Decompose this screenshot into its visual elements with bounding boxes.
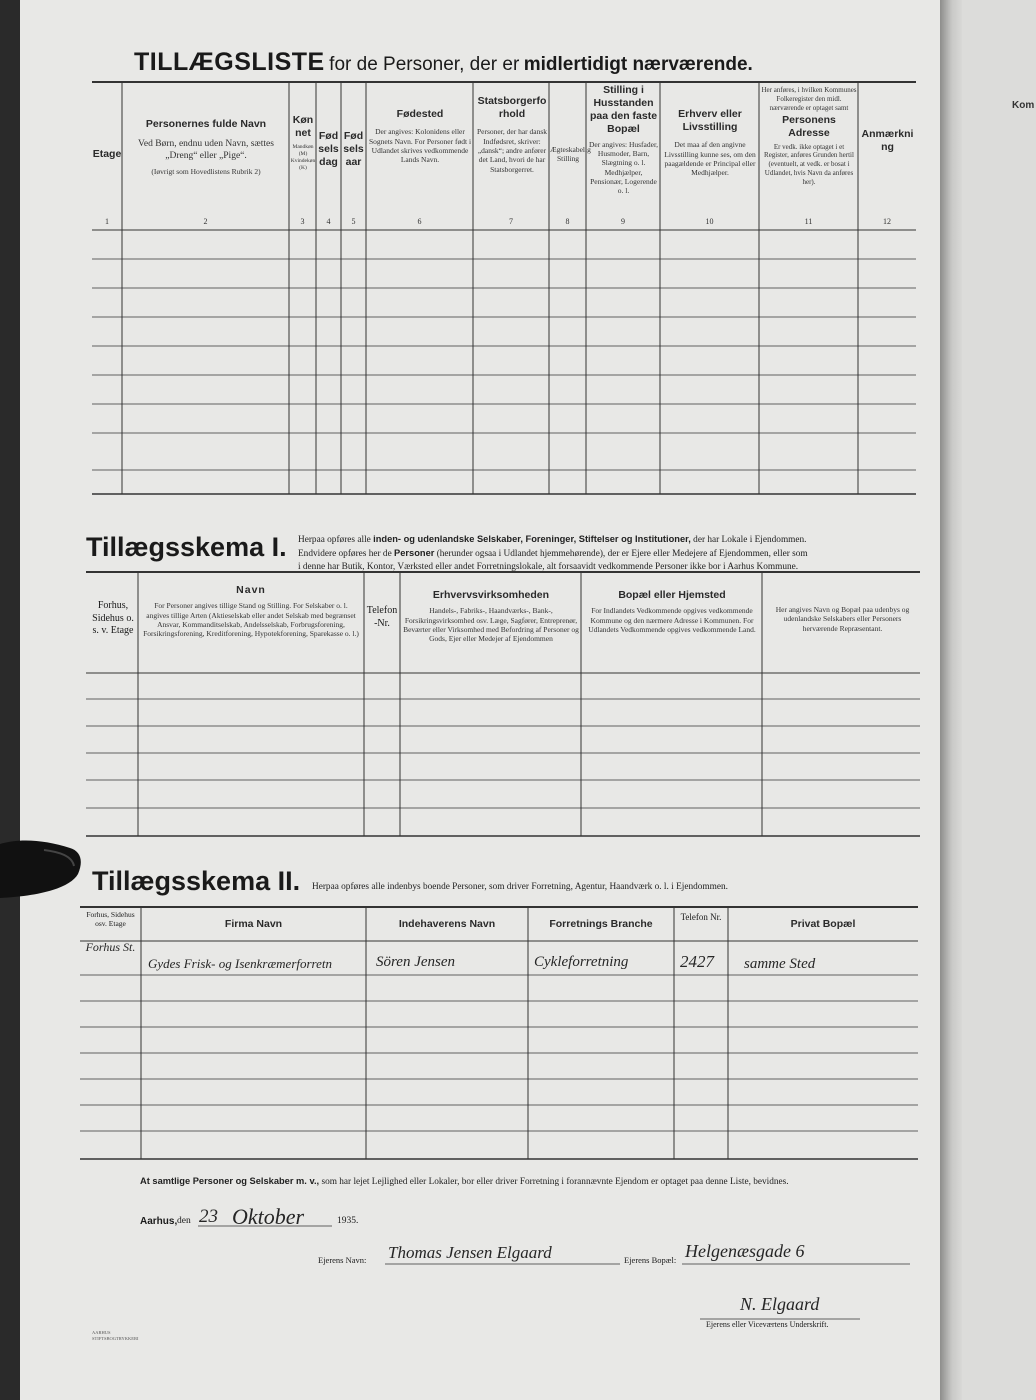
liste-col-adresse-note: Er vedk. ikke optaget i et Register, anføres Grunden hertil (eventuelt, at vedk. er bosat i Udlandet, hvis Navn da anføres her). xyxy=(764,142,854,186)
skema1-intro xyxy=(298,533,923,573)
signature-label: Ejerens eller Viceværtens Underskrift. xyxy=(706,1320,829,1329)
skema1-col-erhverv-note: Handels-, Fabriks-, Haandværks-, Bank-, Forsikringsvirksomhed osv. Læge, Sagfører, Entreprenør, Beværter eller Virksomhed med Befordring af Personer og Gods, Ejer eller Medejer af Ejendommen xyxy=(403,606,579,644)
liste-col-fodested-note: Der angives: Kolonidens eller Sognets Navn. For Personer født i Udlandet skrives vedkommende Lands Navn. xyxy=(368,127,472,165)
skema2-grid xyxy=(80,907,918,1159)
col-num-10: 10 xyxy=(705,217,714,226)
skema2-row-bopael: samme Sted xyxy=(744,956,816,972)
address-label: Ejerens Bopæl: xyxy=(624,1255,677,1265)
page-clip xyxy=(0,836,90,906)
owner-name: Thomas Jensen Elgaard xyxy=(388,1243,552,1262)
skema2-col-indehaver: Indehaverens Navn xyxy=(398,918,496,930)
liste-col-erhverv-head: Erhverv eller Livsstilling xyxy=(678,108,742,134)
col-num-11: 11 xyxy=(804,217,813,226)
liste-col-navn-head: Personernes fulde Navn xyxy=(145,118,267,130)
col-num-2: 2 xyxy=(203,217,208,226)
skema2-col-etage: Forhus, Sidehus osv. Etage xyxy=(86,910,135,929)
owner-address: Helgenæsgade 6 xyxy=(685,1241,805,1261)
skema1-intro-1b: inden- og udenlandske Selskaber, Foreninger, Stiftelser og Institutioner, xyxy=(373,534,691,544)
skema1-col-etage: Forhus, Sidehus o. s. v. Etage xyxy=(92,600,134,636)
col-num-6: 6 xyxy=(417,217,422,226)
footer-day: 23 xyxy=(199,1206,218,1227)
liste-col-adresse-head: Personens Adresse xyxy=(782,114,836,140)
skema2-title: Tillægsskema II. xyxy=(92,866,301,896)
skema1-title: Tillægsskema I. xyxy=(86,532,287,562)
signature: N. Elgaard xyxy=(740,1294,820,1314)
liste-col-etage: Etage xyxy=(92,148,122,160)
col-num-7: 7 xyxy=(509,217,513,226)
skema1-intro-line3: i denne har Butik, Kontor, Værksted eller andet Forretningslokale, alt forsaavidt vedkommende Personer ikke bor i Aarhus Kommune. xyxy=(298,561,799,572)
liste-col-navn xyxy=(124,118,288,176)
skema1-intro-line1 xyxy=(298,533,923,547)
liste-col-fodselsaar: Fødselsaar xyxy=(343,130,364,169)
skema1-col-telefon: Telefon-Nr. xyxy=(366,605,398,629)
skema2-intro: Herpaa opføres alle indenbys boende Personer, som driver Forretning, Agentur, Haandværk o. l. i Ejendommen. xyxy=(312,882,728,892)
liste-title-mid: midlertidigt nærværende. xyxy=(523,54,753,75)
skema1-intro-2b: Personer xyxy=(394,547,435,558)
skema1-intro-line2 xyxy=(298,547,923,561)
footer-year: 1935. xyxy=(337,1216,359,1226)
skema1-intro-2a: Endvidere opføres her de xyxy=(298,548,392,559)
liste-col-erhverv-note: Det maa af den angivne Livsstilling kunne ses, om den paagældende er Principal eller Medhjælper. xyxy=(664,140,756,178)
skema2-row-indehaver: Sören Jensen xyxy=(376,954,455,970)
liste-col-kon xyxy=(290,114,316,172)
col-num-8: 8 xyxy=(565,217,570,226)
footer-city: Aarhus, xyxy=(140,1216,178,1227)
liste-col-statsborger-note: Personer, der har dansk Indfødsret, skriver: „dansk“; andre anfører det Land, hvori de har Statsborgerret. xyxy=(476,127,548,174)
col-num-9: 9 xyxy=(621,217,625,226)
liste-col-erhverv xyxy=(662,108,758,178)
printer-mark: AARHUS STIFTSBOGTRYKKERI xyxy=(92,1330,139,1341)
skema1-col-erhverv xyxy=(403,589,579,644)
liste-col-stilling-note: Der angives: Husfader, Husmoder, Barn, Slægtning o. l. Medhjælper, Pensionær, Logerende o. l. xyxy=(588,139,659,196)
col-num-3: 3 xyxy=(300,217,305,226)
skema1-col-bopael-head: Bopæl eller Hjemsted xyxy=(618,589,726,601)
liste-title-bold: TILLÆGSLISTE xyxy=(134,48,325,76)
skema1-col-navn xyxy=(142,584,360,639)
skema1-intro-2c: (herunder ogsaa i Udlandet hjemmehørende), der er Ejere eller Medejere af Ejendommen, eller som xyxy=(436,548,808,559)
liste-col-aegteskab: Ægteskabelig Stilling xyxy=(550,145,591,164)
declaration-text: som har lejet Lejlighed eller Lokaler, bor eller driver Forretning i forannævnte Ejendom er optaget paa denne Liste, bevidnes. xyxy=(321,1177,789,1187)
liste-col-statsborger xyxy=(476,95,548,174)
facing-page-text: Kom xyxy=(1012,100,1035,111)
footer-den: den xyxy=(177,1216,191,1226)
skema2-row-etage: Forhus St. xyxy=(85,940,136,954)
liste-col-adresse xyxy=(761,86,857,186)
skema1-col-bopael-note: For Indlandets Vedkommende opgives vedkommende Kommune og den nærmere Adresse i Kommunen. For Udlandets Vedkommende opgives vedkommende Land. xyxy=(588,606,756,634)
liste-col-fodested-head: Fødested xyxy=(396,108,444,120)
declaration xyxy=(140,1176,915,1187)
skema2-col-telefon: Telefon Nr. xyxy=(680,912,722,922)
liste-title-for: for de Personer, der er xyxy=(329,54,520,75)
col-num-12: 12 xyxy=(883,217,891,226)
liste-col-stilling-head: Stilling i Husstanden paa den faste Bopæl xyxy=(589,84,658,136)
liste-col-kon-head: Kønnet xyxy=(292,114,314,140)
skema1-col-repraesentant: Her angives Navn og Bopæl paa udenbys og udenlandske Selskabers eller Personers herværende Repræsentant. xyxy=(775,605,910,633)
skema1-intro-1c: der har Lokale i Ejendommen. xyxy=(693,535,807,545)
liste-col-navn-note: Ved Børn, endnu uden Navn, sættes „Dreng“ eller „Pige“. xyxy=(138,139,274,161)
liste-col-anmaerkning: Anmærkning xyxy=(861,128,914,154)
liste-col-adresse-pre: Her anføres, i hvilken Kommunes Folkeregister den midl. nærværende er optaget samt xyxy=(761,86,857,112)
skema1-col-navn-head: Navn xyxy=(236,584,266,596)
skema2-col-branche: Forretnings Branche xyxy=(549,918,653,930)
skema2-row-branche: Cykleforretning xyxy=(534,954,629,970)
liste-col-stilling xyxy=(588,84,659,196)
col-num-1: 1 xyxy=(105,217,109,226)
declaration-bold: At samtlige Personer og Selskaber m. v., xyxy=(140,1176,320,1186)
skema1-intro-1a: Herpaa opføres alle xyxy=(298,535,371,545)
liste-col-fodested xyxy=(368,108,472,165)
skema1-col-navn-note: For Personer angives tillige Stand og Stilling. For Selskaber o. l. angives tillige Arten (Aktieselskab eller andet Selskab med begrænset Ansvar, Kommanditselskab, Andelsselskab, Forbrugsforening, Forsikringsforening, Kreditforening, Hypotekforening, Sparekasse o. l.) xyxy=(143,601,359,639)
footer-month: Oktober xyxy=(232,1204,305,1229)
col-num-4: 4 xyxy=(326,217,331,226)
skema2-row-telefon: 2427 xyxy=(680,952,714,971)
liste-col-navn-note2: (Iøvrigt som Hovedlistens Rubrik 2) xyxy=(151,166,261,176)
skema2-row-firma: Gydes Frisk- og Isenkræmerforretn xyxy=(148,956,333,971)
col-num-5: 5 xyxy=(351,217,356,226)
skema2-col-firma: Firma Navn xyxy=(224,918,283,930)
liste-col-statsborger-head: Statsborgerforhold xyxy=(477,95,547,121)
owner-label: Ejerens Navn: xyxy=(318,1255,367,1265)
liste-col-fodselsdag: Fødselsdag xyxy=(318,130,339,169)
skema1-col-bopael xyxy=(584,589,760,634)
liste-col-kon-note: Mandkøn (M) Kvindekøn (K) xyxy=(290,144,316,171)
skema1-col-erhverv-head: Erhvervsvirksomheden xyxy=(432,589,550,601)
skema2-col-bopael: Privat Bopæl xyxy=(790,918,856,930)
